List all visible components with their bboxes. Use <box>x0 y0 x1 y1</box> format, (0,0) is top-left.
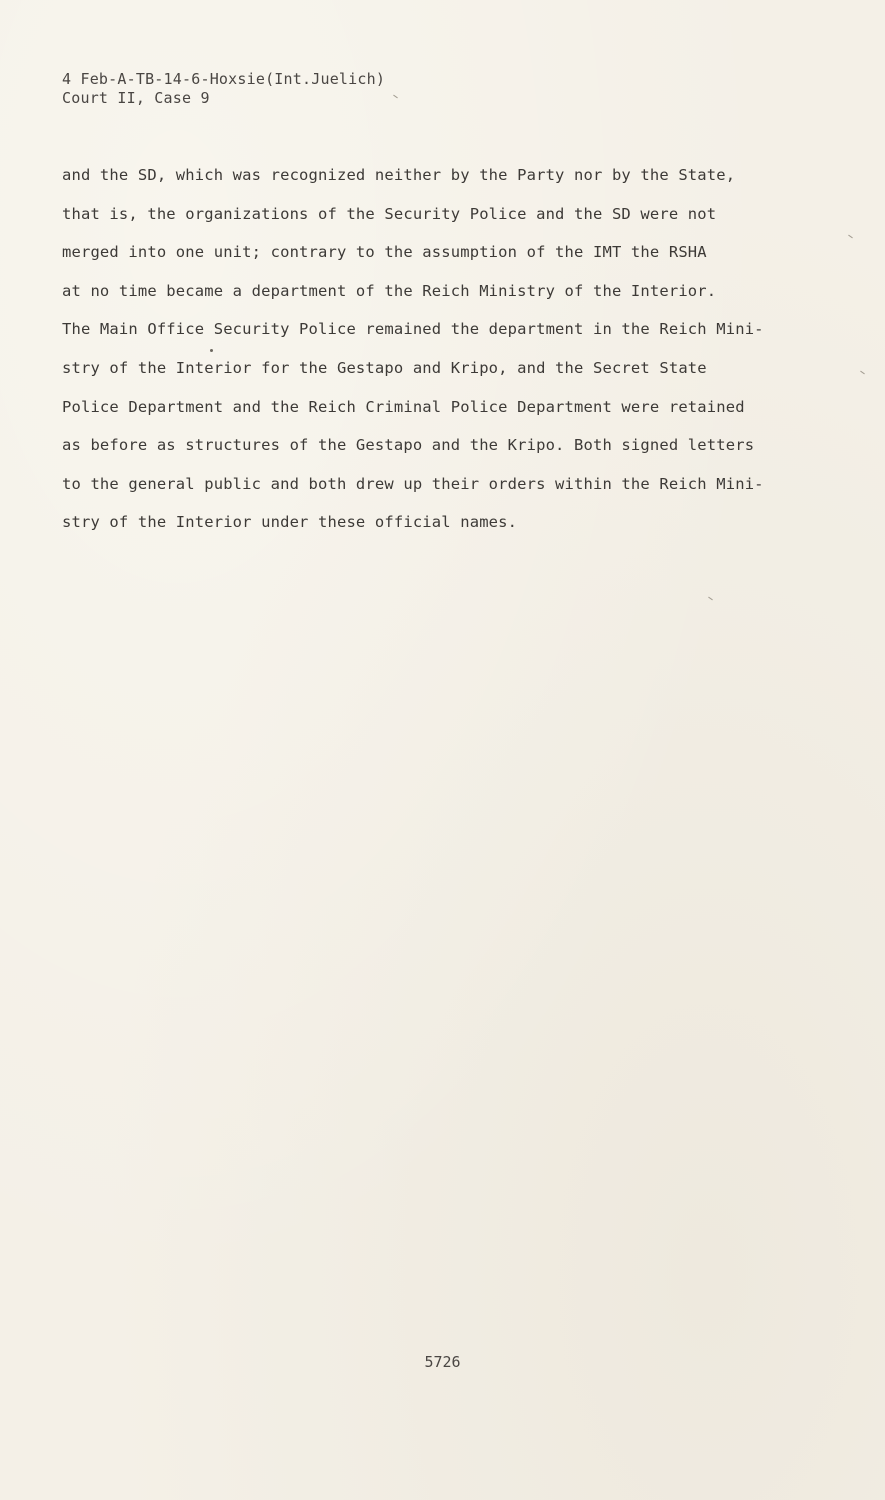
body-line: Police Department and the Reich Criminal Police Department were retained <box>62 397 745 416</box>
ink-speck <box>210 349 213 352</box>
paper-mark <box>860 371 865 375</box>
document-header <box>62 70 385 108</box>
body-line: stry of the Interior under these official names. <box>62 513 518 532</box>
body-line: merged into one unit; contrary to the assumption of the IMT the RSHA <box>62 243 707 262</box>
body-line: at no time became a department of the Reich Ministry of the Interior. <box>62 281 717 300</box>
body-line: as before as structures of the Gestapo and the Kripo. Both signed letters <box>62 436 755 455</box>
header-reference-line: 4 Feb-A-TB-14-6-Hoxsie(Int.Juelich) <box>62 70 386 88</box>
paper-mark <box>708 597 713 601</box>
body-line: The Main Office Security Police remained the department in the Reich Mini- <box>62 320 764 339</box>
body-line: and the SD, which was recognized neither by the Party nor by the State, <box>62 166 736 184</box>
document-body <box>62 162 802 548</box>
body-line: to the general public and both drew up their orders within the Reich Mini- <box>62 474 764 493</box>
page-number: 5726 <box>424 1353 461 1371</box>
header-court-line: Court II, Case 9 <box>62 89 210 107</box>
body-line: stry of the Interior for the Gestapo and Kripo, and the Secret State <box>62 358 707 377</box>
paper-mark <box>393 95 398 99</box>
paper-mark <box>848 235 853 239</box>
body-line: that is, the organizations of the Security Police and the SD were not <box>62 204 717 223</box>
